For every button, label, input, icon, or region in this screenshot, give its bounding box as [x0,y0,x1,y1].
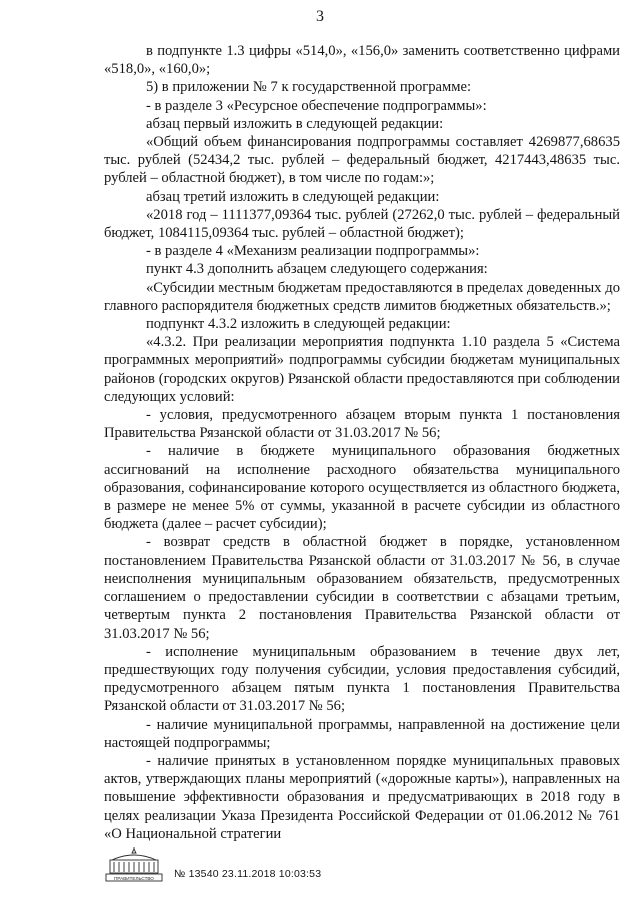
paragraph: - исполнение муниципальным образованием в течение двух лет, предшествующих году получения субсидии, условия предоставления субсидий, предусмотренного абзацем пятым пункта 1 постановления Правительства Рязанской области от 31.03.2017 № 56; [104,643,620,715]
document-body [104,42,620,843]
paragraph: - условия, предусмотренного абзацем вторым пункта 1 постановления Правительства Рязанской области от 31.03.2017 № 56; [104,407,620,442]
paragraph: - в разделе 3 «Ресурсное обеспечение подпрограммы»: [146,97,487,114]
paragraph: - наличие принятых в установленном порядке муниципальных правовых актов, утверждающих планы мероприятий («дорожные карты»), направленных на повышение эффективности образования и предусматривающих в 2018 году в целях реализации Указа Президента Российской Федерации от 01.06.2012 № 761 «О Национальной стратегии [104,752,620,842]
paragraph: - наличие в бюджете муниципального образования бюджетных ассигнований на исполнение расходного обязательства муниципального образования, софинансирование которого осуществляется из областного бюджета, в размере не менее 5% от суммы, указанной в расчете субсидии из областного бюджета (далее – расчет субсидии); [104,443,620,533]
stamp-caption: ПРАВИТЕЛЬСТВО [114,875,154,881]
paragraph: 5) в приложении № 7 к государственной программе: [146,79,472,96]
paragraph: подпункт 4.3.2 изложить в следующей редакции: [146,316,451,333]
paragraph: «Субсидии местным бюджетам предоставляются в пределах доведенных до главного распорядителя бюджетных средств лимитов бюджетных обязательств.»; [104,279,620,314]
paragraph: пункт 4.3 дополнить абзацем следующего содержания: [146,261,488,278]
paragraph: абзац первый изложить в следующей редакции: [146,115,444,132]
page-footer [104,846,620,886]
registration-number: № 13540 23.11.2018 10:03:53 [174,868,322,880]
paragraph: - в разделе 4 «Механизм реализации подпрограммы»: [146,243,480,260]
paragraph: - возврат средств в областной бюджет в порядке, установленном постановлением Правительства Рязанской области от 31.03.2017 № 56, в случае неисполнения муниципальным образованием обязательств, предусмотренных соглашением о предоставлении субсидии в соответствии с абзацами третьим, четвертым пункта 2 постановления Правительства Рязанской области от 31.03.2017 № 56; [104,534,620,642]
government-building-stamp-icon [104,846,164,882]
paragraph: «4.3.2. При реализации мероприятия подпункта 1.10 раздела 5 «Система программных мероприятий» подпрограммы субсидии бюджетам муниципальных районов (городских округов) Рязанской области предоставляются при соблюдении следующих условий: [104,334,620,405]
paragraph: абзац третий изложить в следующей редакции: [146,188,440,205]
paragraph: «2018 год – 1111377,09364 тыс. рублей (27262,0 тыс. рублей – федеральный бюджет, 1084115,09364 тыс. рублей – областной бюджет); [104,206,620,242]
page-number: 3 [316,8,324,25]
paragraph: «Общий объем финансирования подпрограммы составляет 4269877,68635 тыс. рублей (52434,2 тыс. рублей – федеральный бюджет, 4217443,48635 тыс. рублей – областной бюджет), в том числе по годам:»; [104,134,620,187]
paragraph: - наличие муниципальной программы, направленной на достижение цели настоящей подпрограммы; [104,716,620,751]
paragraph: в подпункте 1.3 цифры «514,0», «156,0» заменить соответственно цифрами «518,0», «160,0»; [104,43,620,78]
